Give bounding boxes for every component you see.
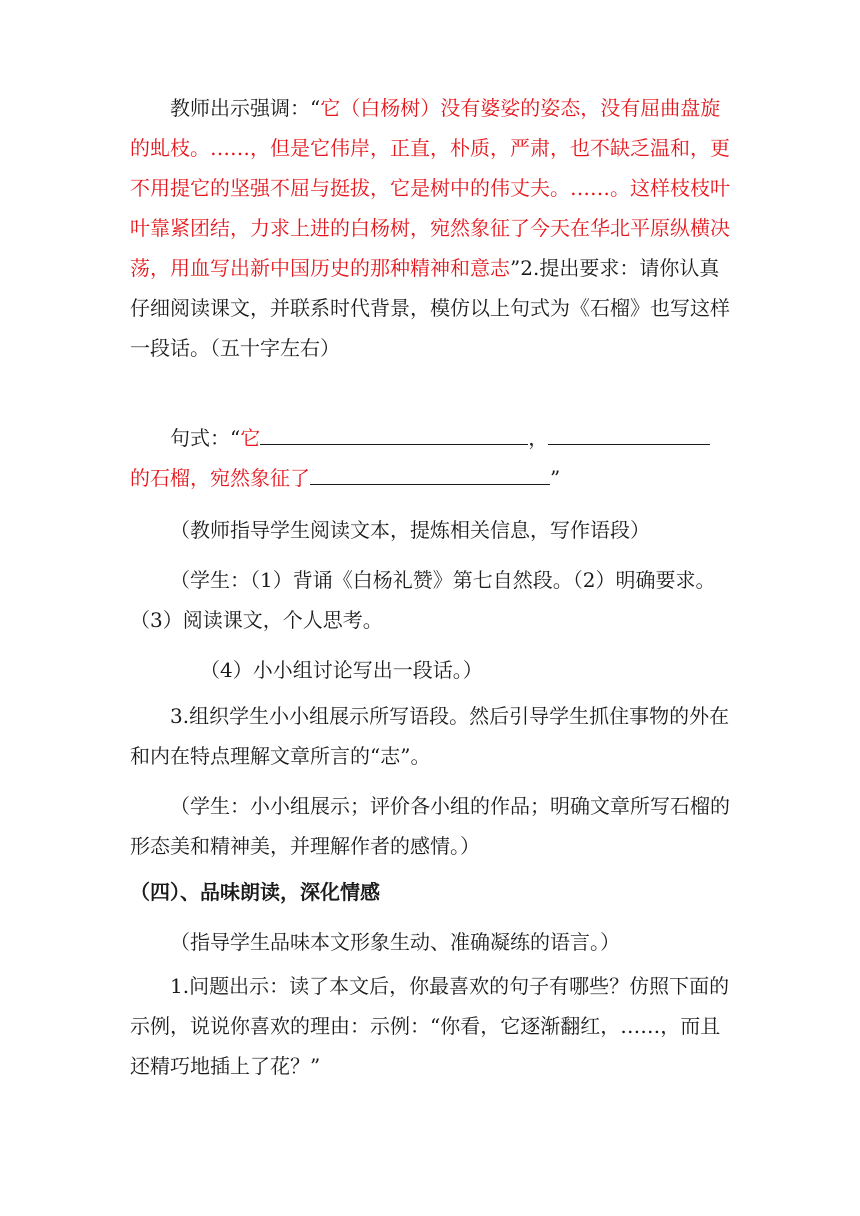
paragraph-step-3: 3.组织学生小小组展示所写语段。然后引导学生抓住事物的外在和内在特点理解文章所言的“志”。	[130, 704, 730, 768]
teacher-lead: 教师出示强调：	[170, 96, 310, 120]
quote-close: ”	[510, 256, 521, 280]
paragraph-question-1: 1.问题出示：读了本文后，你最喜欢的句子有哪些？仿照下面的示例，说说你喜欢的理由：示例：“你看，它逐渐翻红，……，而且还精巧地插上了花？”	[130, 974, 730, 1078]
pattern-it: 它	[240, 426, 261, 450]
blank-line-2[interactable]	[548, 422, 710, 445]
paragraph-student-showcase: （学生：小小组展示；评价各小组的作品；明确文章所写石榴的形态美和精神美，并理解作者的感情。）	[130, 794, 730, 858]
pattern-pomegranate: 的石榴，宛然象征了	[130, 466, 310, 490]
pattern-close-quote: ”	[550, 466, 561, 490]
requirement-text: 2.提出要求：请你认真仔细阅读课文，并联系时代背景，模仿以上句式为《石榴》也写这样一段话。（五十字左右）	[130, 256, 730, 360]
pattern-lead: 句式：	[170, 426, 230, 450]
paragraph-student-steps: （学生：（1）背诵《白杨礼赞》第七自然段。（2）明确要求。（3）阅读课文，个人思考。	[130, 568, 716, 632]
section-heading-4: （四）、品味朗读，深化情感	[130, 880, 380, 904]
blank-line-1[interactable]	[260, 422, 528, 445]
paragraph-teacher-emphasis	[130, 88, 730, 368]
sentence-pattern	[130, 418, 730, 498]
blank-line-3[interactable]	[310, 462, 550, 485]
pattern-comma: ，	[528, 426, 549, 450]
pattern-open-quote: “	[230, 426, 241, 450]
paragraph-language-guide: （指导学生品味本文形象生动、准确凝练的语言。）	[170, 930, 620, 954]
quote-open: “	[310, 96, 321, 120]
paragraph-teacher-guide: （教师指导学生阅读文本，提炼相关信息，写作语段）	[170, 518, 650, 542]
poplar-quote: 它（白杨树）没有婆娑的姿态，没有屈曲盘旋的虬枝。……，但是它伟岸，正直，朴质，严肃，也不缺乏温和，更不用提它的坚强不屈与挺拔，它是树中的伟丈夫。……。这样枝枝叶叶靠紧团结，力求上进的白杨树，宛然象征了今天在华北平原纵横决荡，用血写出新中国历史的那种精神和意志	[130, 96, 730, 280]
paragraph-student-step4: （4）小小组讨论写出一段话。）	[200, 658, 483, 682]
